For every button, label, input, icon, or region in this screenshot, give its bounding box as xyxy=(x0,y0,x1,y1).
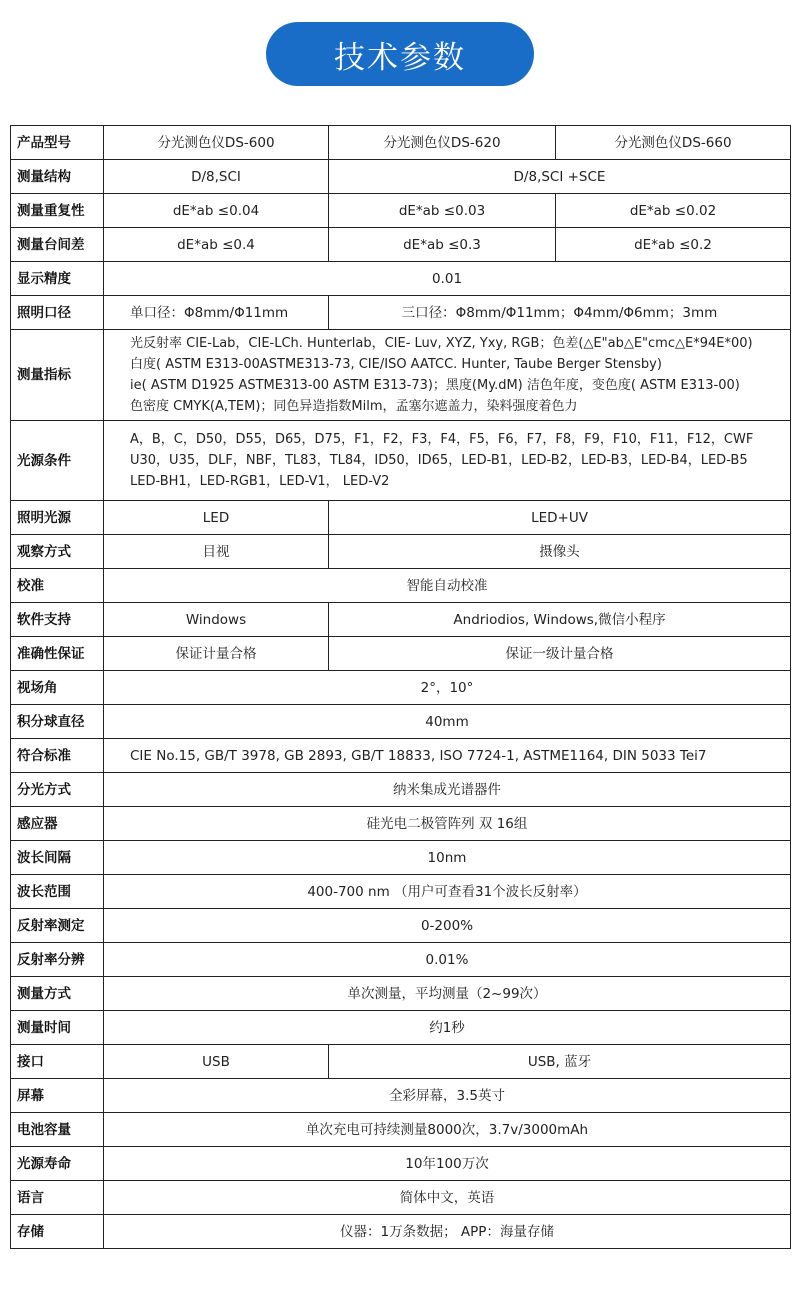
row-value: 单次充电可持续测量8000次，3.7v/3000mAh xyxy=(104,1113,791,1147)
table-row xyxy=(11,1045,791,1079)
value-line: 光反射率 CIE-Lab，CIE-LCh. Hunterlab，CIE- Luv, XYZ, Yxy, RGB；色差(△E"ab△E"cmc△E*94E*00) xyxy=(130,336,753,351)
row-label: 观察方式 xyxy=(11,535,104,569)
row-value-multiline xyxy=(104,421,791,501)
row-label: 光源条件 xyxy=(11,421,104,501)
table-row xyxy=(11,773,791,807)
value-line: U30，U35，DLF，NBF，TL83，TL84，ID50，ID65，LED-B1，LED-B2，LED-B3，LED-B4，LED-B5 xyxy=(130,453,748,468)
row-value-multiline xyxy=(104,330,791,421)
row-label: 照明口径 xyxy=(11,296,104,330)
row-value: LED+UV xyxy=(329,501,791,535)
row-value: 保证一级计量合格 xyxy=(329,637,791,671)
table-row xyxy=(11,569,791,603)
table-row xyxy=(11,705,791,739)
row-value: dE*ab ≤0.2 xyxy=(556,228,791,262)
row-value: 10年100万次 xyxy=(104,1147,791,1181)
table-row xyxy=(11,739,791,773)
row-value: 分光测色仪DS-600 xyxy=(104,126,329,160)
row-label: 感应器 xyxy=(11,807,104,841)
value-line: A，B，C，D50，D55，D65，D75，F1，F2，F3，F4，F5，F6，F7，F8，F9，F10，F11，F12，CWF xyxy=(130,432,754,447)
table-row xyxy=(11,535,791,569)
row-value: CIE No.15, GB/T 3978, GB 2893, GB/T 18833, ISO 7724-1, ASTME1164, DIN 5033 Tei7 xyxy=(104,739,791,773)
row-label: 产品型号 xyxy=(11,126,104,160)
table-row xyxy=(11,194,791,228)
row-label: 测量方式 xyxy=(11,977,104,1011)
table-row xyxy=(11,875,791,909)
row-label: 语言 xyxy=(11,1181,104,1215)
row-label: 波长范围 xyxy=(11,875,104,909)
row-label: 测量结构 xyxy=(11,160,104,194)
row-value: 10nm xyxy=(104,841,791,875)
table-row xyxy=(11,262,791,296)
row-value: dE*ab ≤0.03 xyxy=(329,194,556,228)
row-value: dE*ab ≤0.04 xyxy=(104,194,329,228)
table-row xyxy=(11,126,791,160)
row-value: 分光测色仪DS-660 xyxy=(556,126,791,160)
row-value: 仪器：1万条数据； APP：海量存储 xyxy=(104,1215,791,1249)
row-value: 约1秒 xyxy=(104,1011,791,1045)
row-value: 400-700 nm （用户可查看31个波长反射率） xyxy=(104,875,791,909)
row-value: 单次测量，平均测量（2~99次） xyxy=(104,977,791,1011)
row-label: 屏幕 xyxy=(11,1079,104,1113)
row-label: 软件支持 xyxy=(11,603,104,637)
table-row xyxy=(11,160,791,194)
table-row xyxy=(11,1079,791,1113)
row-value: dE*ab ≤0.4 xyxy=(104,228,329,262)
row-value: LED xyxy=(104,501,329,535)
row-label: 分光方式 xyxy=(11,773,104,807)
row-value: dE*ab ≤0.02 xyxy=(556,194,791,228)
row-label: 符合标准 xyxy=(11,739,104,773)
table-row xyxy=(11,671,791,705)
table-row xyxy=(11,909,791,943)
row-label: 测量时间 xyxy=(11,1011,104,1045)
table-row xyxy=(11,501,791,535)
row-value: 智能自动校准 xyxy=(104,569,791,603)
table-row xyxy=(11,977,791,1011)
table-row xyxy=(11,1113,791,1147)
value-line: 白度( ASTM E313-00ASTME313-73, CIE/ISO AATCC. Hunter, Taube Berger Stensby) xyxy=(130,357,662,372)
row-label: 反射率测定 xyxy=(11,909,104,943)
row-label: 照明光源 xyxy=(11,501,104,535)
row-value: 分光测色仪DS-620 xyxy=(329,126,556,160)
table-row xyxy=(11,637,791,671)
row-label: 光源寿命 xyxy=(11,1147,104,1181)
table-row xyxy=(11,1215,791,1249)
row-label: 接口 xyxy=(11,1045,104,1079)
table-row xyxy=(11,330,791,421)
table-row xyxy=(11,421,791,501)
row-value: 目视 xyxy=(104,535,329,569)
row-value: 摄像头 xyxy=(329,535,791,569)
row-value: 0.01 xyxy=(104,262,791,296)
table-row xyxy=(11,1147,791,1181)
row-value: dE*ab ≤0.3 xyxy=(329,228,556,262)
table-row xyxy=(11,943,791,977)
row-label: 测量指标 xyxy=(11,330,104,421)
row-value: 0-200% xyxy=(104,909,791,943)
page-title: 技术参数 xyxy=(266,22,534,86)
row-value: 40mm xyxy=(104,705,791,739)
row-value: USB xyxy=(104,1045,329,1079)
table-row xyxy=(11,1011,791,1045)
row-value: 2°，10° xyxy=(104,671,791,705)
row-label: 反射率分辨 xyxy=(11,943,104,977)
row-label: 波长间隔 xyxy=(11,841,104,875)
row-label: 准确性保证 xyxy=(11,637,104,671)
row-label: 积分球直径 xyxy=(11,705,104,739)
value-line: ie( ASTM D1925 ASTME313-00 ASTM E313-73)；黑度(My.dM) 洁色年度，变色度( ASTM E313-00) xyxy=(130,378,740,393)
row-label: 视场角 xyxy=(11,671,104,705)
value-line: LED-BH1，LED-RGB1，LED-V1， LED-V2 xyxy=(130,474,390,489)
table-row xyxy=(11,228,791,262)
table-row xyxy=(11,841,791,875)
row-label: 校准 xyxy=(11,569,104,603)
row-value: Windows xyxy=(104,603,329,637)
row-value: D/8,SCI +SCE xyxy=(329,160,791,194)
row-label: 电池容量 xyxy=(11,1113,104,1147)
row-label: 存储 xyxy=(11,1215,104,1249)
table-row xyxy=(11,296,791,330)
table-row xyxy=(11,1181,791,1215)
row-value: 硅光电二极管阵列 双 16组 xyxy=(104,807,791,841)
table-row xyxy=(11,603,791,637)
table-row xyxy=(11,807,791,841)
row-value: 全彩屏幕，3.5英寸 xyxy=(104,1079,791,1113)
row-value: 三口径：Φ8mm/Φ11mm；Φ4mm/Φ6mm；3mm xyxy=(329,296,791,330)
row-value: 保证计量合格 xyxy=(104,637,329,671)
row-value: 单口径：Φ8mm/Φ11mm xyxy=(104,296,329,330)
row-value: Andriodios, Windows,微信小程序 xyxy=(329,603,791,637)
specs-table xyxy=(10,125,791,1249)
row-label: 显示精度 xyxy=(11,262,104,296)
row-value: 纳米集成光谱器件 xyxy=(104,773,791,807)
row-value: 简体中文，英语 xyxy=(104,1181,791,1215)
row-value: D/8,SCI xyxy=(104,160,329,194)
row-value: 0.01% xyxy=(104,943,791,977)
header xyxy=(0,0,800,100)
value-line: 色密度 CMYK(A,TEM)；同色异造指数Milm，孟塞尔遮盖力，染料强度着色力 xyxy=(130,399,578,414)
row-label: 测量重复性 xyxy=(11,194,104,228)
row-value: USB, 蓝牙 xyxy=(329,1045,791,1079)
row-label: 测量台间差 xyxy=(11,228,104,262)
